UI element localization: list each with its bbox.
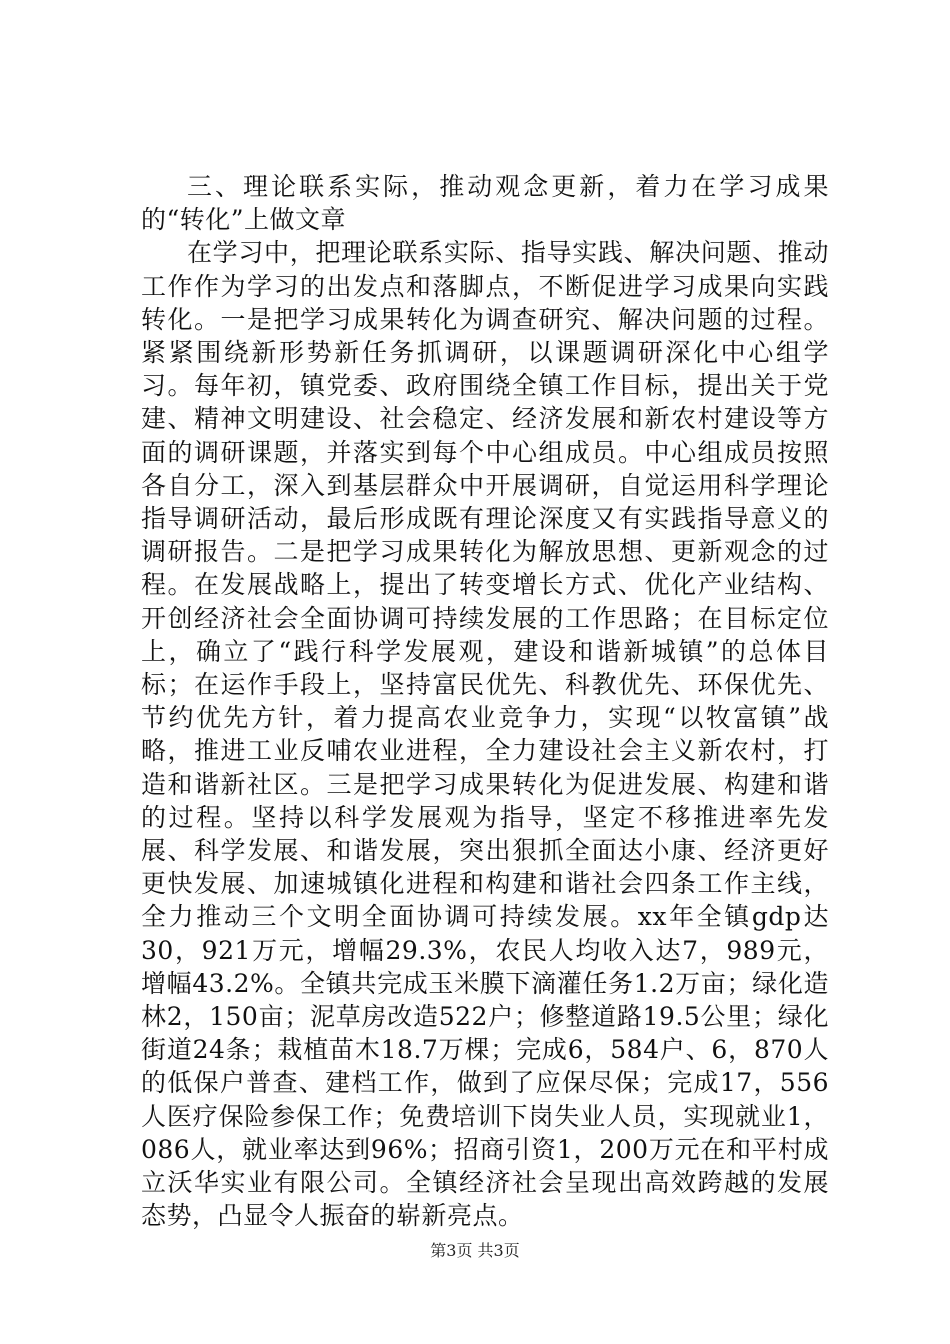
section-heading: 三、理论联系实际，推动观念更新，着力在学习成果的“转化”上做文章: [141, 172, 829, 235]
page-footer: 第3页 共3页: [430, 1241, 520, 1260]
body-paragraph: 在学习中，把理论联系实际、指导实践、解决问题、推动工作作为学习的出发点和落脚点，不断促进学习成果向实践转化。一是把学习成果转化为调查研究、解决问题的过程。紧紧围绕新形势新任务抓调研，以课题调研深化中心组学习。每年初，镇党委、政府围绕全镇工作目标，提出关于党建、精神文明建设、社会稳定、经济发展和新农村建设等方面的调研课题，并落实到每个中心组成员。中心组成员按照各自分工，深入到基层群众中开展调研，自觉运用科学理论指导调研活动，最后形成既有理论深度又有实践指导意义的调研报告。二是把学习成果转化为解放思想、更新观念的过程。在发展战略上，提出了转变增长方式、优化产业结构、开创经济社会全面协调可持续发展的工作思路；在目标定位上，确立了“践行科学发展观，建设和谐新城镇”的总体目标；在运作手段上，坚持富民优先、科教优先、环保优先、节约优先方针，着力提高农业竞争力，实现“以牧富镇”战略，推进工业反哺农业进程，全力建设社会主义新农村，打造和谐新社区。三是把学习成果转化为促进发展、构建和谐的过程。坚持以科学发展观为指导，坚定不移推进率先发展、科学发展、和谐发展，突出狠抓全面达小康、经济更好更快发展、加速城镇化进程和构建和谐社会四条工作主线，全力推动三个文明全面协调可持续发展。xx年全镇gdp达30，921万元，增幅29.3%，农民人均收入达7，989元，增幅43.2%。全镇共完成玉米膜下滴灌任务1.2万亩；绿化造林2，150亩；泥草房改造522户；修整道路19.5公里；绿化街道24条；栽植苗木18.7万棵；完成6，584户、6，870人的低保户普查、建档工作，做到了应保尽保；完成17，556人医疗保险参保工作；免费培训下岗失业人员，实现就业1，086人，就业率达到96%；招商引资1，200万元在和平村成立沃华实业有限公司。全镇经济社会呈现出高效跨越的发展态势，凸显令人振奋的崭新亮点。: [141, 238, 829, 1231]
document-body: [141, 170, 829, 1233]
